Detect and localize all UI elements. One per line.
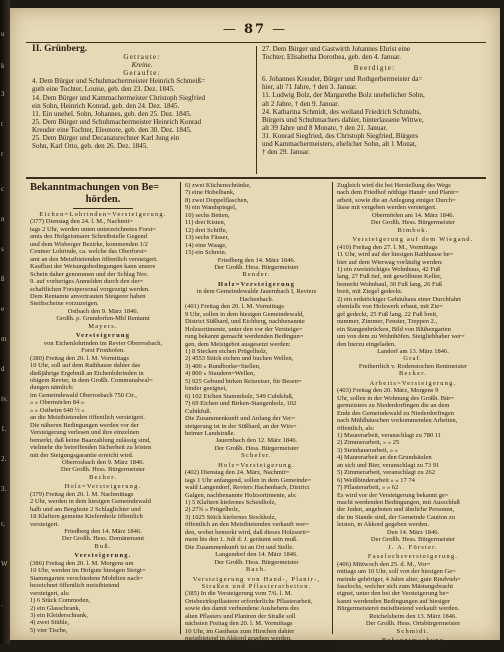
text-line: ein Stangenbrücken, Bild von Blühengarten [337,325,451,333]
text-line: 3) 1025 Stück kiefernes Stockholz, [185,513,277,521]
text-line: gen, dem Meistgebot ausgesetzt werden: [185,340,291,348]
main-heading: Bekanntmachungen von Be= [30,182,160,193]
margin-fragment: m [1,335,7,343]
text-line: Holzsortimente, unter den vor der Versteige= [185,325,303,333]
margin-fragment: r [1,150,4,158]
announcements-column-3 [337,182,489,652]
text-line: 7) 69 Eichen und Birken-Stangenholz, 102 [185,400,297,408]
margin-fragment: 3 [1,90,5,98]
notice-title: Holz=Versteigerung. [218,461,295,469]
signature-name: Bender. [242,271,271,279]
text-line: (401) Freitag den 20. l. M. Vormittags [185,303,284,311]
place-date: Jauernbach den 12. März 1846. [215,437,298,445]
text-line: versteigert. [30,520,60,528]
text-line: faselochs, welcher sich zum Mästungsbracht [337,583,454,591]
text-line: 4) zwei Stühle, [30,619,70,627]
entry-list [32,77,252,150]
text-line: 9 Uhr, sollen in dem hiesigen Gemeindewald, [185,310,304,318]
subheading: Beerdigte: [353,64,396,73]
signature-name: J. A. Förster. [388,543,438,551]
margin-fragment: . [1,600,3,608]
main-heading: hörden. [85,194,121,205]
page-number: 87 [243,22,267,37]
entry-line: † den 29. Januar. [262,148,310,157]
text-line: Die näheren Bedingungen werden vor der [30,421,139,429]
text-line: breit, mit Ziegel gedeckt. [337,288,403,296]
text-line: Centner Lohrinde, ca. welche das Oberforst= [30,248,148,256]
text-line: schaftlichen Forstpersonal vorgezeigt werden. [30,285,150,293]
text-line: 5) vier Tische, [30,626,68,634]
entry-line: 11. Ludwig Bolz, der Margarethe Bolz unehelicher Sohn, [262,91,425,100]
text-line: die im Stande sind, der Gemeinde Caution zu [337,513,456,521]
margin-fragment: 2. [1,455,7,463]
text-line: 2) 4553 Stück eichen und buchen Wellen, [185,355,294,363]
entry-line: Tochter, Elisabetha Dorothea, geb. den 4. Januar. [262,53,401,62]
text-line: öffentlich an den Meistbietenden verkauft wer= [185,521,309,529]
list-item: 6) zwei Küchenschränke, [185,182,251,189]
text-line: 2 Uhr, werden in dem hiesigen Gemeindewald [30,498,151,506]
top-left-column [32,45,252,150]
text-line: nach Mühlhäuschen vorkommenden Arbeiten, [337,417,458,425]
text-line: amt an den Meistbietenden öffentlich versteigert. [30,255,158,263]
entry-line: alt 2 Jahre, † den 9. Januar. [262,99,340,108]
cost-line: an sich und Bier, veranschlagt zu 73 91 [337,461,440,469]
text-line: steigerung ist in der Süßhard, an der Wirs= [185,422,297,430]
text-line: (403) Freitag den 20. März, Morgens 9 [337,387,439,395]
notice-title: Versteigerung [75,332,131,340]
text-line: lang, 27 Fuß tief, mit gewölbtem Keller, [337,273,442,281]
place-date: Obermörlen am 14. März 1846. [371,211,455,219]
list-item: 7) eine Hobelbank, [185,189,235,197]
place-date: Friedberg den 14. März 1846. [217,256,296,264]
signature-name: Mayers. [88,322,118,330]
text-line: nächsten Freitag den 20. l. M. Vormittags [185,620,293,628]
signature: Freiherrlich v. Rodenstochen Rentmeister [358,362,468,370]
notice-subtitle: Hachenbach. [239,295,274,303]
text-line: arbeit, sowie die an Anlegung einiger Durch= [337,196,456,204]
entry-line: hier, alt 71 Jahre, † den 3. Januar. [262,83,357,92]
list-item: 8) zwei Doppelflaschen, [185,196,249,204]
notice-title: Bekanntmachung [381,637,445,645]
entry-line: 25. Dem Bürger und Decanatsrechner Karl Jung ein [32,134,180,143]
signature: Der Großh. Hess. Bürgermeister [370,219,456,227]
text-line: nummer, Zimmer, Fenster, Treppen 2., [337,318,438,326]
place-date: Landorf am 13. März 1846. [377,347,449,355]
margin-fragment: e [1,305,5,313]
text-line: Zugleich wird die bei Herstellung des Wegs [337,182,451,189]
text-line: (386) Freitag den 20. l. M. Morgens um [30,559,134,567]
place-date: Langendorf den 14. März 1846. [215,551,298,559]
notice-title: Holz=Versteigerung [217,280,296,288]
text-line: Uhr, sollen in der Wohnung des Großh. Bür= [337,394,455,402]
signature: Der Großh. Hess. Bürgermeister [60,466,146,474]
text-line: ment bis den 1. Juli d. J. geräumt sein muß. [185,536,298,544]
list-item: 15) ein Schrein. [185,249,227,257]
signature-name: Becker. [398,370,428,378]
entry-line: alt 39 Jahre und 8 Monate, † den 21. Januar. [262,123,388,132]
text-line: amts des Hofgeismarer Schreibstelle Gegend [30,233,147,241]
notice-title: Faselochsversteigerung. [367,553,459,561]
signature: Der Großh. Hess. Domänenamt [61,535,145,543]
heading-rule [73,208,133,209]
cost-line: 2) Zimmerarbeit, » » 25 [337,439,400,447]
margin-fragment: W [1,560,8,568]
text-line: germeisters zu Niederdorfingen die an dem [337,402,450,410]
text-line: mit der Steigungsgarantie erreicht wird. [30,451,134,459]
entry-line: 31. Konrad Siegfried, des Christoph Siegfried, Bürgers [262,131,419,140]
text-line: 2) 27¾ » Prügelholz, [185,506,240,514]
entry-line: 14. Dem Bürger und Kammachermeister Christoph Siegfried [32,93,206,102]
text-line: Cubikfuß. [185,407,212,415]
column-divider [180,182,181,634]
text-line: tags 1 Uhr anfangend, sollen in dem Gemeinde= [185,476,312,484]
text-line: Es wird vor der Versteigerung bekannt ge= [337,491,449,499]
signature-name: Schefer. [241,452,272,460]
text-line: um von dem zu Wohnhöfen. Steigliebhaber wer= [337,333,465,341]
left-margin-fragments [0,0,10,644]
signature: Großh. ρ. Grundorfen-Mbl Rentamt [56,315,150,323]
signature: Der Großh. Hess. Bürgermeister [214,558,299,566]
notice-subtitle: von Eichenlohrinden im Revier Oberrosbach, [43,339,163,347]
text-line: nach dem Friedhof nöthige Hand= und Planir= [337,189,459,197]
notice-title: Eichen=Lohrinden=Versteigerung. [39,211,167,218]
place-date: Friedberg den 14. März 1846. [64,528,142,536]
notice-title: Versteigerung von Hand-, Planir-, [192,575,321,583]
header-rule [26,42,486,43]
text-line: meistbietend in Akkord gegeben werden. [185,635,292,643]
text-line: 1) 6 Stück Commoden, [30,597,91,605]
text-line: bemerkt, daß keine Baarzahlung zulässig sind, [30,436,151,444]
margin-fragment: d [1,365,5,373]
entry-line: ein Sohn, Heinrich Konrad, geb. den 24. Dez. 1845. [32,101,180,110]
signature: Der Großh. Hess. Bürgermeister [214,263,299,271]
text-line: bezeichnet öffentlich meistbietend [30,582,120,590]
text-line: 3) 400 » Rundborke=Stellen, [185,362,261,370]
column-divider [332,182,333,634]
text-line: 9. auf vorheriges Anmelden durch den der= [30,278,144,286]
text-line: Kauflust der Weisungsbedingungen kann unsere [30,263,156,271]
list-item: 10) sechs Betten, [185,211,230,219]
text-line: 18 Klaftern gemeine Kiefernholz öffentlich [30,513,143,521]
text-line: Ende des Gemeindewald zu Niederdorfingen [337,409,454,417]
entry-line: 24. Katharina Schmidt, des weiland Friedrich Schmidts, [262,107,421,116]
text-line: bemerkt Wohnbaul, 30 Fuß lang, 26 Fuß [337,280,443,288]
column-divider [256,46,257,174]
entry-line: Kreuder eine Tochter, Eleonore, geb. den 30. Dez. 1845. [32,125,192,134]
text-line: alten Pflasters und Planiren der Straße soll [185,612,296,620]
section-title: II. Grünberg. [32,44,88,54]
list-item: 12) drei Schiffe, [185,226,228,234]
text-line: halb und am Bergfeste 2 Schlaglichter und [30,505,141,513]
text-line: (385) In die Versteigerung vom 7/6. l. M. [185,590,293,598]
text-line: 3) ein Kleiderschrank, [30,612,88,620]
signature-name: Bach. [246,566,267,574]
subheading: Getraute: [123,53,161,62]
margin-fragment: 1. [1,425,7,433]
entry-line: Sohn, Karl Otto, geb. den 26. Dez. 1845. [32,142,149,151]
place-date: Oberrosbach den 9. März 1846. [61,458,145,466]
notice-subtitle: in dem Gemeindewalde Jauernbach I, Reviers [196,288,317,296]
margin-fragment: r, [1,520,5,528]
entry-line: Bürgers und Schuhmachers dahier, hinterlassene Wittwe, [262,115,424,124]
notice-subtitle: Forst Fronhofen. [81,347,125,355]
text-line: Stammgarten verschiedene Mobilien nach= [30,574,144,582]
text-line: (410) Freitag den 27. l. M., Vormittags [337,243,438,251]
list-item: 14) eine Waage, [185,241,227,249]
text-line: (379) Freitag den 20. l. M. Nachmittags [30,490,134,498]
text-line: meinde gehöriger, 4 Jahre alter, gute Rindvieh= [337,575,461,583]
announcements-column-2 [185,182,328,643]
notice-title: Arbeits=Versteigerung. [369,379,457,387]
announcements-column-1 [30,182,176,634]
text-line: Schein daher genommen und der Schlag Nro. [30,270,149,278]
text-line: versteigert, als: [30,589,70,597]
cost-line: 3) Steinhauerarbeit, » » [337,446,399,454]
place-date: Reichelsheim den 13. März 1846. [369,612,457,620]
entry-line: 25. Dem Bürger und Schuhmachermeister Heinrich Konrad [32,117,202,126]
text-line: macht werdenden Bedingungen, mit Ausschluß [337,499,460,507]
entry-line: 27. Dem Bürger und Gastwirth Johannes Ehrist eine [262,45,411,53]
signature: Der Großh. Hess. Bürgermeister [214,444,299,452]
notice-title: Holz=Versteigerung. [64,483,142,491]
text-line: 10 Uhr, werden im Hofgute hiesigen Steigt= [30,567,146,575]
newspaper-page [10,8,500,652]
text-line: ebenfalls von Holzwerk erbaut, mit Zie= [337,303,443,311]
text-line: obigem Revier, in dem Großh. Communalwal= [30,376,153,384]
text-line: binder geeignet, [185,385,227,393]
text-line: eignet, unter den bei der Versteigerung be= [337,590,450,598]
text-line: 1) 8 Stecken eichen Prügelholz, [185,347,268,355]
place-date: Ostbach den 9. März 1846. [67,307,139,315]
subheading: Kreine. [131,61,153,70]
signature-name: Buß. [94,542,112,550]
margin-fragment: iv. [1,395,8,403]
text-line: Die Zusammenkunft ist an Ort und Stelle. [185,543,294,551]
margin-fragment: k [1,62,5,70]
margin-fragment: s [1,245,4,253]
text-line: (407) Freitag den 20. l. M., Vormittags [337,644,438,652]
text-line: den, wobei bemerkt wird, daß dieses Holzsorti= [185,528,310,536]
text-line: District Süßhard, und Eichberg, nachbenannte [185,318,305,326]
text-line: mittags um 10 Uhr, soll von der hiesigen Ge= [337,568,456,576]
entry-line: guth eine Tochter, Louise, geb. den 23. Dez. 1845. [32,85,175,94]
margin-fragment: ß [1,275,5,283]
place-date: Den 14. März 1846. [386,528,440,536]
list-item: 9) ein Wandspiegel, [185,204,237,212]
cost-line: 7) Pflasterarbeit, » » 62 [337,484,399,492]
text-line: leisten, in Akkord gegeben werden. [337,521,430,529]
cost-line: 6) Weißbinderarbeit » » 17 74 [337,476,415,484]
text-line: tags 2 Uhr, werden unten unterzeichnetes Forst= [30,225,156,233]
text-line: » » Ostheim 640 ½ » [30,406,85,414]
text-line: gel gedeckt, 25 Fuß lang, 22 Fuß breit, [337,310,438,318]
text-line: an die Meistbietenden öffentlich versteigert. [30,414,145,422]
text-line: 4) 800 » Staudern=Wellen, [185,370,255,378]
cost-line: 5) Zimmerarbeit, veranschlagt zu 262 [337,469,436,477]
text-line: 10 Uhr, soll auf dem Rathhause dahier das [30,362,141,370]
text-line: wald Langendorf, Reviers Hachenbach, District [185,484,310,492]
text-line: Versteigerung verlesen und ihre einzelnen [30,429,140,437]
margin-fragment: u [1,30,5,38]
text-line: 10 Uhr, im Gasthaus zum Hirschen dahier [185,627,295,635]
text-line: Dem Rentamte anvertrauten Steigerer haben [30,292,146,300]
entry-line: 11. Ein unehel. Sohn, Johannes, geb. den 25. Dez. 1845. [32,109,192,118]
text-line: dießjährige Ergebniß an Eichenlohrinden in [30,369,144,377]
text-line: der Juden, angeboten und ähnliche Personen, [337,506,455,514]
text-line: (377) Dienstag den 24. l. M., Nachmit= [30,218,133,226]
text-line: (402) Dienstag den 24. März, Nachmit= [185,469,290,477]
text-line: 1) ein zweistöckiges Wohnhaus, 42 Fuß [337,265,441,273]
text-line: dungen nämlich: [30,384,74,392]
text-line: (380) Freitag den 20. l. M. Vormittags [30,354,129,362]
text-line: lässe mit vergeben werden versteigert. [337,204,437,212]
entry-line: 6. Johannes Kreuder, Bürger und Rothgerbermeister da= [262,75,423,84]
text-line: 2) ein erdstöckiger Gebäuhaus einer Durchfahrt [337,295,461,303]
entry-line: und Kammachermeisters, ehelicher Sohn, alt 1 Monat, [262,140,417,149]
signature-name: Graf. [403,355,423,363]
signature-name: Becher. [88,473,118,481]
text-line: Ortsbezirkspflasterer erforderliche Pflasterarbeit, [185,597,313,605]
text-line: Die Zusammenkunft und Anfang der Ver= [185,415,295,423]
text-line: vielmehr die betreffenden Sicherheit zu leisten [30,444,152,452]
text-line: 11 Uhr, wird auf der hiesigen Rathhause be= [337,251,454,259]
margin-fragment: c [1,185,5,193]
top-right-column [262,45,487,156]
text-line: im Gemeindewald Oberrosbach 750 Ctr., [30,391,137,399]
page-header: — 87 — [222,22,288,37]
signature: Der Großh. Hess. Bürgermeister [370,536,456,544]
text-line: 6) 102 Eichen Stammholz, 549 Cubikfuß, [185,392,294,400]
text-line: Galgen, nachbenannte Holzsortimente, als: [185,491,297,499]
text-line: den hierzu eingeladen. [337,340,396,348]
text-line: sowie des damit verbundene Aushebens des [185,605,299,613]
text-line: » » Obermörlen 84 » [30,399,85,407]
cost-line: 1) Maurerarbeit, veranschlagt zu 780 11 [337,431,442,439]
text-line: 1) 5 Klaftern kiefernes Scheidholz, [185,499,277,507]
text-line: 5) 925 Gebund birken Reisreiser, für Besen= [185,377,302,385]
text-line: rung bekannt gemacht werdenden Bedingun= [185,333,304,341]
notice-title: Versteigerung auf dem Wiegand. [352,236,474,244]
signature-name: Schmidt. [396,627,430,635]
text-line: und dem Wisberger Bezirke, kommenden 1/2 [30,240,148,248]
list-item: 13) sechs Fässer, [185,234,229,242]
margin-fragment: 3. [1,485,7,493]
section-rule [26,177,486,179]
margin-fragment: n [1,215,5,223]
text-line: 2) ein Glasschrank, [30,604,81,612]
text-line: kannt werdenden Bedingungen auf hiesiger [337,597,450,605]
margin-fragment: t [1,120,3,128]
cost-line: 4) Maurerarbeit an den Grundsäulen [337,454,432,462]
signature-name: Bimbok. [397,226,429,234]
text-line: Bürgermeisterei meistbietend verkauft werden. [337,605,460,613]
text-line: öffentlich, als: [337,424,375,432]
text-line: hier auf dem Wierwag vorläufig werden: [337,258,443,266]
notice-title: Straßen und Pflasterarbeiten. [201,583,312,591]
text-line: heimer Landstraße. [185,429,236,437]
text-line: Steiftscheine vorzuzeigen. [30,300,99,308]
signature: Der Großh. Hess. Ortsbürgermeister [365,620,461,628]
entry-line: 4. Dem Bürger und Schuhmachermeister Heinrich Schmeiß= [32,77,206,86]
notice-title: Versteigerung. [74,552,132,560]
text-line: (406) Mittwoch den 25. d. M., Vor= [337,560,431,568]
subheading: Geraufte: [123,69,161,78]
list-item: 11) drei Kisten, [185,219,226,227]
